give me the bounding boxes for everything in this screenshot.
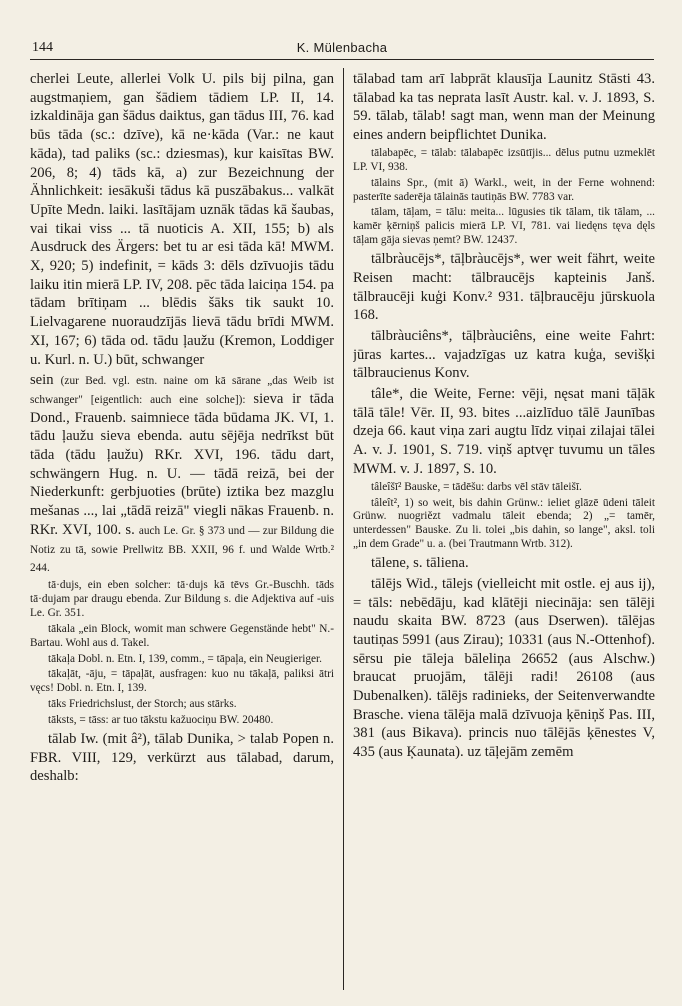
running-title: K. Mülenbacha [296, 40, 388, 55]
dictionary-entry: tâle*, die Weite, Ferne: vēji, nęsat mani tāļāk tālā tāle! Vēr. II, 93. bites ...aizlīduo tālē Jaunības dzeja 66. kaut viņa zari augtu līdz viņai zilajai tālei A. v. J. 1901, S. 719. viņš aptvęr tuvumu un tāles MWM. v. J. 1897, S. 10. [353, 386, 655, 477]
page-number: 144 [32, 40, 53, 55]
dictionary-entry: tālējs Wid., tālejs (vielleicht mit ostle. ej aus ij), = tāls: nebēdāju, kad klātēji niecināja: sen tālēji naudu skaita BW. 8723 (aus Dserwen). tālējas tautiņas 5991 (aus Zirau); 10331 (aus N.-Ottenhof). sērsu pie tāleja bāleliņa 26652 (aus Alschw.) braucat pruojām, tālēji radi! 26108 (aus Dubenalken). tālējs radinieks, der Seitenverwandte Brasche. viena tālēja malā dzīvuoja ķēniņš Pas. III, 381 (aus Bikava). princis nuo tālējās ķēnestes V, 435 (aus Ķaunata). uz tāļejām zemēm [353, 575, 655, 761]
dictionary-entry: tālam, tāļam, = tālu: meita... lūgusies tik tālam, tik tālam, ... kamēr ķērniņš palicis mierā LP. VI, 781. vai liedęns tęva dęls tāļam gāja sievas ņemt? BW. 12437. [353, 206, 655, 247]
dictionary-entry: tâleîšī² Bauske, = tādēšu: darbs vēl stāv tāleišī. [371, 480, 582, 493]
entry-segment: auch Le. Gr. § 373 und — zur Bildung die Notiz zu tā, sowie Prellwitz BB. XXII, 96 f. und Walde Wrtb.² 244. [30, 524, 334, 575]
header-rule [30, 59, 654, 60]
dictionary-entry: tālene, s. tāliena. [371, 555, 469, 572]
entry-segment: (zur Bed. vgl. estn. naine om kā sārane „das Weib ist schwanger" [eigentlich: auch eine solche]): [30, 375, 334, 406]
column-divider [343, 68, 344, 990]
right-column [353, 70, 655, 1000]
page-header [30, 40, 654, 58]
dictionary-entry: tālains Spr., (mit ā) Warkl., weit, in der Ferne wohnend: pasterīte saderēja tālainās tautiņās BW. 7783 var. [353, 176, 655, 203]
dictionary-entry: tālabapēc, = tālab: tālabapēc izsūtījis... dēlus putnu uzmeklēt LP. VI, 938. [353, 146, 655, 173]
dictionary-entry: tālabad tam arī labprāt klausīja Launitz Stāsti 43. tālabad ka tas neprata lasīt Austr. kal. v. J. 1893, S. 59. tālab, tālab! sagt man, wenn man der Meinung eines andern beipflichtet Dunika. [353, 71, 655, 144]
dictionary-entry: tālbràuciêns*, tāļbràuciêns, eine weite Fahrt: jūras kartes... vajadzīgas uz katra kuģa, sevišķi tālbraucienus Konv. [353, 327, 655, 382]
dictionary-entry: tāksts, = tāss: ar tuo tākstu kažuociņu BW. 20480. [48, 714, 274, 727]
left-column [30, 70, 334, 1000]
dictionary-entry: tâleît², 1) so weit, bis dahin Grünw.: ieliet glāzē ūdeni tāleit Grünw. nuogriězt vadmalu tāleit ebenda; 2) „= tamēr, unterdessen" Bauske. Zu li. tolei „bis dahin, so lange", aksl. toli „in dem Grade" u. a. (bei Trautmann Wrtb. 312). [353, 496, 655, 551]
dictionary-entry: cherlei Leute, allerlei Volk U. pils bij pilna, gan augstmaņiem, gan šādiem tādiem LP. II, 14. izkaldināja gan šādus daiktus, gan tādus III, 76. kad būs tāda (sc.: dzīve), kā ne·kāda (Var.: ne kaut kāda), tad paliks (sc.: dziesmas), kur kaisītas BW. 206, 8; 4) tāds kā, a) zur Bezeichnung der Ähnlichkeit: iesākuši tādus kā puszābakus... valkāt Upīte Medn. laiki. lasītājam uznāk tādas kā šaubas, vai tikai viss ... tā nuoticis A. XII, 155; b) als Ausdruck des Ärgers: bet tu ar esi tāda kā! MWM. X, 920; 5) indefinit, = kāds 3: dēls dzīvuojis tādu laiku itin mierā LP. IV, 208. pēc tāda laiciņa 154. pa tādam brītiņam ... blēdis šāks tik saukt 10. Lielvagarene nuoraudzījās lievā tādu brīdi MWM. XI, 167; 6) tāda od. tādu ļaužu (Kremon, Loddiger u. Kurl. n. U.) būt, schwanger [30, 71, 334, 368]
dictionary-entry: tālbràucējs*, tāļbràucējs*, wer weit fährt, weite Reisen macht: tālbraucējs kapteinis Janš. tālbraucēji kuģi Konv.² 931. tāļbraucēju jūrskuola 168. [353, 251, 655, 324]
dictionary-entry: tālab Iw. (mit â²), tālab Dunika, > talab Popen n. FBR. VIII, 129, verkürzt aus tālabad, darum, deshalb: [30, 731, 334, 785]
entry-segment: sieva ir tāda Dond., Frauenb. saimniece tāda būdama JK. VI, 1. tādu ļaužu sieva ebenda. autu sējēja nedrīkst būt tāda (tādu ļaužu) RKr. XVI, 196. tādu dart, schwängern Hug. n. U. — tādā reizā, bei der Niederkunft: gerbjuoties (brūte) iztika bez mazglu mešanas ..., lai „tādā reizā" viegli nākas Frauenb. n. RKr. XVI, 100. s. [30, 390, 334, 538]
dictionary-entry: tākaļāt, -āju, = tāpaļāt, ausfragen: kuo nu tākaļā, paliksi ātri vęcs! Dobl. n. Etn. I, 139. [30, 668, 334, 695]
entry-segment: sein [30, 372, 61, 389]
dictionary-entry: tākaļa Dobl. n. Etn. I, 139, comm., = tāpaļa, ein Neugieriger. [48, 652, 322, 665]
dictionary-entry: tāks Friedrichslust, der Storch; aus stārks. [48, 698, 237, 711]
dictionary-entry: tā·dujs, ein eben solcher: tā·dujs kā tēvs Gr.-Buschh. tāds tā·dujam par draugu ebenda. Zur Bildung s. die Adjektiva auf -uis Le. Gr. 351. [30, 578, 334, 619]
dictionary-entry: tākala „ein Block, womit man schwere Gegenstände hebt" N.-Bartau. Wohl aus d. Takel. [30, 622, 334, 649]
dictionary-entry [30, 371, 334, 577]
